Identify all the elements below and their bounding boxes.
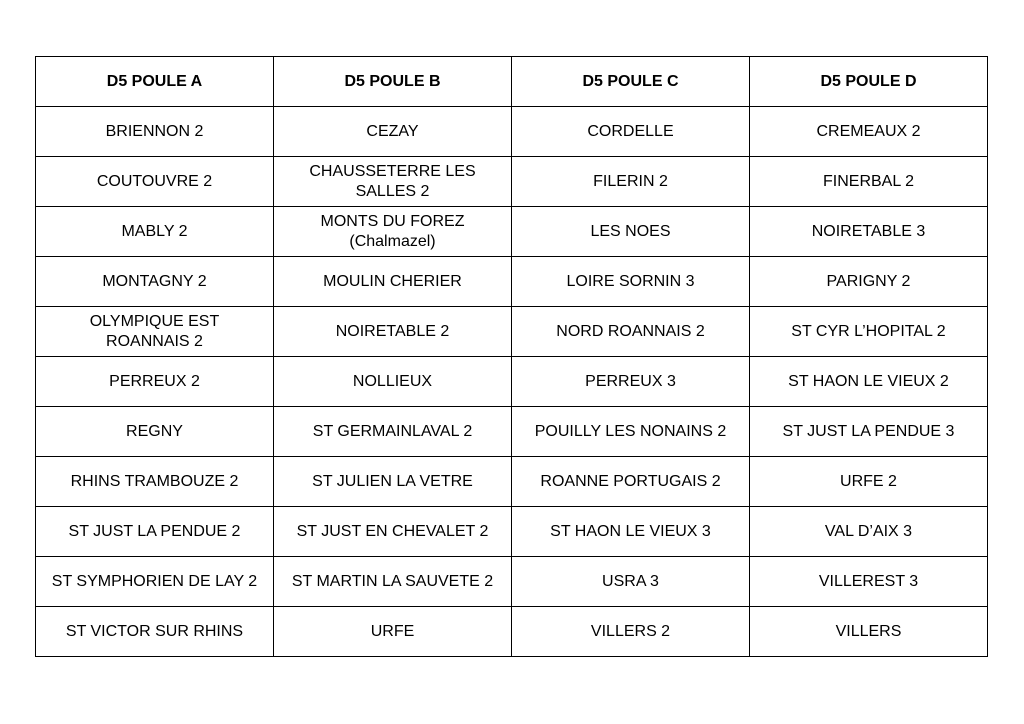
- team-name-line: COUTOUVRE 2: [96, 172, 213, 190]
- team-cell: [274, 457, 512, 507]
- team-name-line: CHAUSSETERRE LES: [309, 162, 476, 180]
- table-row: [36, 457, 988, 507]
- team-name-line: MONTAGNY 2: [102, 272, 207, 290]
- team-cell: [36, 407, 274, 457]
- team-name-line: NOIRETABLE 3: [811, 222, 926, 240]
- team-cell: [36, 607, 274, 657]
- team-name-line: ST GERMAINLAVAL 2: [312, 422, 473, 440]
- team-name-line: CORDELLE: [587, 122, 674, 140]
- team-cell: [750, 507, 988, 557]
- team-cell: [512, 507, 750, 557]
- team-name-line: USRA 3: [602, 572, 659, 590]
- team-cell: [36, 107, 274, 157]
- table-row: [36, 557, 988, 607]
- team-cell: [512, 107, 750, 157]
- team-cell: [750, 557, 988, 607]
- team-name-line: NOIRETABLE 2: [335, 322, 450, 340]
- team-cell: [512, 457, 750, 507]
- team-name-line: PARIGNY 2: [826, 272, 911, 290]
- team-cell: [274, 157, 512, 207]
- team-name-line: REGNY: [126, 422, 183, 440]
- team-cell: [274, 257, 512, 307]
- team-cell: [274, 507, 512, 557]
- team-name-line: CEZAY: [366, 122, 419, 140]
- team-name-line: ROANNAIS 2: [106, 332, 203, 350]
- poules-table: [35, 56, 988, 657]
- team-cell: [274, 207, 512, 257]
- team-name-line: URFE 2: [840, 472, 897, 490]
- team-cell: [750, 457, 988, 507]
- team-cell: [750, 107, 988, 157]
- team-cell: [750, 207, 988, 257]
- team-cell: [274, 357, 512, 407]
- team-name-line: RHINS TRAMBOUZE 2: [70, 472, 239, 490]
- table-row: [36, 107, 988, 157]
- table-row: [36, 207, 988, 257]
- team-name-line: ROANNE PORTUGAIS 2: [540, 472, 721, 490]
- team-name-line: ST HAON LE VIEUX 2: [788, 372, 949, 390]
- team-cell: [512, 557, 750, 607]
- header-row: [36, 57, 988, 107]
- team-cell: [36, 307, 274, 357]
- team-name-line: NORD ROANNAIS 2: [556, 322, 705, 340]
- team-cell: [750, 157, 988, 207]
- table-row: [36, 357, 988, 407]
- poule-header: D5 POULE D: [750, 57, 988, 107]
- team-name-line: FILERIN 2: [593, 172, 668, 190]
- team-cell: [274, 307, 512, 357]
- team-cell: [512, 157, 750, 207]
- team-name-line: ST JUST LA PENDUE 2: [68, 522, 241, 540]
- team-name-line: MABLY 2: [121, 222, 188, 240]
- team-cell: [750, 407, 988, 457]
- team-cell: [274, 107, 512, 157]
- table-row: [36, 507, 988, 557]
- team-cell: [512, 307, 750, 357]
- team-cell: [274, 407, 512, 457]
- table-row: [36, 307, 988, 357]
- team-name-line: ST MARTIN LA SAUVETE 2: [291, 572, 494, 590]
- team-cell: [750, 357, 988, 407]
- team-name-line: FINERBAL 2: [823, 172, 914, 190]
- team-name-line: LOIRE SORNIN 3: [566, 272, 695, 290]
- team-name-line: VAL D’AIX 3: [824, 522, 913, 540]
- team-name-line: (Chalmazel): [349, 232, 436, 250]
- team-cell: [36, 257, 274, 307]
- team-cell: [750, 607, 988, 657]
- team-name-line: POUILLY LES NONAINS 2: [534, 422, 727, 440]
- table-header: [36, 57, 988, 107]
- team-cell: [36, 507, 274, 557]
- team-name-line: VILLERS: [835, 622, 902, 640]
- team-name-line: SALLES 2: [355, 182, 430, 200]
- table-row: [36, 157, 988, 207]
- team-name-line: ST JUST EN CHEVALET 2: [296, 522, 489, 540]
- team-cell: [36, 457, 274, 507]
- team-name-line: MOULIN CHERIER: [323, 272, 462, 290]
- poule-header: D5 POULE A: [36, 57, 274, 107]
- team-name-line: MONTS DU FOREZ: [320, 212, 465, 230]
- team-name-line: PERREUX 2: [109, 372, 200, 390]
- team-cell: [512, 607, 750, 657]
- table-row: [36, 257, 988, 307]
- team-name-line: ST JUST LA PENDUE 3: [782, 422, 955, 440]
- table-row: [36, 407, 988, 457]
- team-name-line: ST CYR L’HOPITAL 2: [791, 322, 946, 340]
- team-name-line: LES NOES: [590, 222, 671, 240]
- team-name-line: OLYMPIQUE EST: [89, 312, 220, 330]
- team-name-line: ST VICTOR SUR RHINS: [65, 622, 244, 640]
- team-name-line: PERREUX 3: [585, 372, 676, 390]
- team-name-line: NOLLIEUX: [352, 372, 433, 390]
- team-name-line: ST HAON LE VIEUX 3: [550, 522, 711, 540]
- table-row: [36, 607, 988, 657]
- team-name-line: VILLEREST 3: [818, 572, 919, 590]
- team-name-line: BRIENNON 2: [105, 122, 204, 140]
- poule-header: D5 POULE B: [274, 57, 512, 107]
- team-cell: [750, 257, 988, 307]
- team-name-line: ST JULIEN LA VETRE: [312, 472, 473, 490]
- team-cell: [512, 357, 750, 407]
- team-cell: [274, 607, 512, 657]
- team-cell: [512, 407, 750, 457]
- team-cell: [36, 207, 274, 257]
- team-name-line: ST SYMPHORIEN DE LAY 2: [51, 572, 258, 590]
- table-body: [36, 107, 988, 657]
- team-cell: [36, 157, 274, 207]
- team-cell: [36, 357, 274, 407]
- team-name-line: VILLERS 2: [590, 622, 671, 640]
- team-cell: [512, 257, 750, 307]
- team-name-line: CREMEAUX 2: [816, 122, 921, 140]
- team-cell: [512, 207, 750, 257]
- team-cell: [274, 557, 512, 607]
- team-name-line: URFE: [370, 622, 415, 640]
- team-cell: [750, 307, 988, 357]
- team-cell: [36, 557, 274, 607]
- poule-header: D5 POULE C: [512, 57, 750, 107]
